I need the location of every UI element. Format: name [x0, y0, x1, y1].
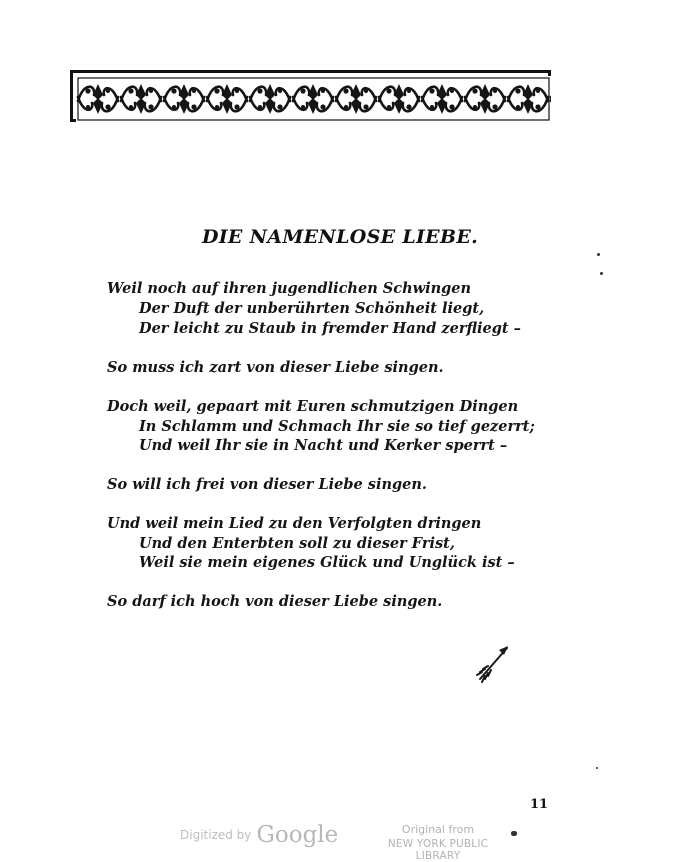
google-logo: Google [256, 822, 339, 848]
poem-line: Der leicht zu Staub in fremder Hand zerfliegt – [139, 320, 521, 337]
poem-line: Und weil mein Lied zu den Verfolgten dringen [107, 515, 482, 532]
poem-line: Weil sie mein eigenes Glück und Unglück ist – [139, 554, 515, 571]
library-name: NEW YORK PUBLIC LIBRARY [387, 838, 489, 862]
speck [600, 272, 603, 275]
poem-line: So muss ich zart von dieser Liebe singen. [107, 359, 444, 376]
ornamental-header-band [70, 70, 551, 122]
speck [596, 767, 598, 769]
arrow-ornament-icon [474, 642, 514, 684]
poem-line: Weil noch auf ihren jugendlichen Schwingen [107, 280, 472, 297]
poem-line: In Schlamm und Schmach Ihr sie so tief gezerrt; [139, 418, 535, 435]
digitized-by-watermark [180, 822, 338, 848]
speck [597, 253, 600, 256]
poem-line: Und weil Ihr sie in Nacht und Kerker sperrt – [139, 437, 508, 454]
poem-line: So darf ich hoch von dieser Liebe singen. [107, 593, 443, 610]
page-number: 11 [530, 797, 549, 812]
speck [511, 831, 517, 836]
poem-line: Doch weil, gepaart mit Euren schmutzigen Dingen [107, 398, 519, 415]
poem-line: So will ich frei von dieser Liebe singen. [107, 476, 427, 493]
original-from-label: Original from [401, 823, 475, 836]
digitized-by-label: Digitized by [180, 828, 252, 842]
poem-line: Und den Enterbten soll zu dieser Frist, [139, 535, 455, 552]
vine-ornament-icon [76, 76, 551, 122]
poem-line: Der Duft der unberührten Schönheit liegt, [139, 300, 485, 317]
poem-title: DIE NAMENLOSE LIEBE. [201, 226, 479, 248]
